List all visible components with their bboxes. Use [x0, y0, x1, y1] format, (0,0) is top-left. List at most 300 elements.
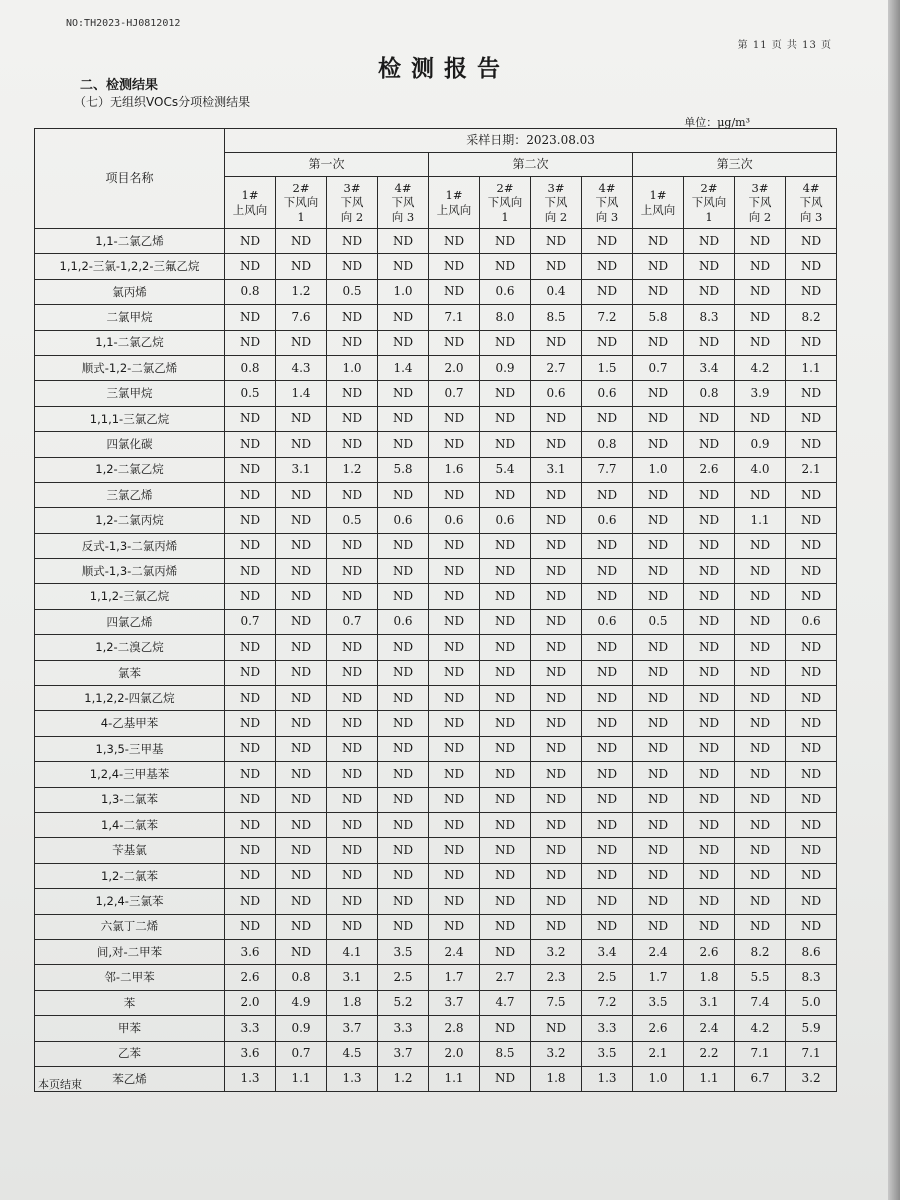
result-cell: 1.3: [327, 1066, 378, 1091]
result-cell: 1.0: [633, 457, 684, 482]
result-cell: 2.4: [684, 1016, 735, 1041]
result-cell: ND: [276, 660, 327, 685]
result-cell: ND: [531, 812, 582, 837]
result-cell: ND: [582, 584, 633, 609]
result-cell: 2.6: [633, 1016, 684, 1041]
result-cell: ND: [276, 432, 327, 457]
result-cell: ND: [531, 559, 582, 584]
result-cell: 2.1: [786, 457, 837, 482]
table-row: [35, 787, 837, 812]
result-cell: ND: [276, 254, 327, 279]
result-cell: 3.4: [684, 355, 735, 380]
result-cell: ND: [429, 787, 480, 812]
result-cell: ND: [633, 838, 684, 863]
result-cell: ND: [633, 381, 684, 406]
result-cell: ND: [276, 838, 327, 863]
result-cell: 0.9: [480, 355, 531, 380]
section-title: 二、检测结果: [80, 78, 159, 93]
result-cell: ND: [633, 533, 684, 558]
result-cell: ND: [786, 660, 837, 685]
result-cell: ND: [480, 711, 531, 736]
result-cell: 5.5: [735, 965, 786, 990]
compound-name: 间,对-二甲苯: [35, 939, 225, 964]
result-cell: ND: [429, 254, 480, 279]
result-cell: 8.5: [480, 1041, 531, 1066]
result-cell: 2.0: [429, 1041, 480, 1066]
result-cell: ND: [531, 482, 582, 507]
result-cell: ND: [429, 736, 480, 761]
voc-results-table: [34, 128, 837, 1092]
result-cell: 3.1: [684, 990, 735, 1015]
point-header: 3# 下风 向 2: [327, 177, 378, 229]
result-cell: ND: [327, 406, 378, 431]
result-cell: 0.6: [480, 279, 531, 304]
result-cell: ND: [633, 660, 684, 685]
result-cell: ND: [531, 406, 582, 431]
result-cell: 0.8: [276, 965, 327, 990]
result-cell: 1.1: [276, 1066, 327, 1091]
result-cell: ND: [429, 279, 480, 304]
result-cell: ND: [786, 508, 837, 533]
result-cell: ND: [378, 432, 429, 457]
result-cell: ND: [633, 686, 684, 711]
result-cell: 1.6: [429, 457, 480, 482]
result-cell: ND: [327, 229, 378, 254]
result-cell: 4.0: [735, 457, 786, 482]
result-cell: 5.0: [786, 990, 837, 1015]
result-cell: ND: [327, 736, 378, 761]
result-cell: ND: [684, 609, 735, 634]
result-cell: 0.7: [429, 381, 480, 406]
result-cell: ND: [378, 559, 429, 584]
result-cell: ND: [429, 812, 480, 837]
item-name-header: 项目名称: [35, 129, 225, 229]
result-cell: ND: [429, 686, 480, 711]
result-cell: ND: [378, 889, 429, 914]
result-cell: 0.6: [531, 381, 582, 406]
result-cell: 3.2: [786, 1066, 837, 1091]
result-cell: ND: [327, 635, 378, 660]
compound-name: 1,2-二氯苯: [35, 863, 225, 888]
result-cell: ND: [327, 762, 378, 787]
result-cell: 7.2: [582, 990, 633, 1015]
result-cell: ND: [225, 559, 276, 584]
result-cell: ND: [276, 559, 327, 584]
result-cell: ND: [480, 660, 531, 685]
result-cell: ND: [735, 686, 786, 711]
result-cell: ND: [429, 863, 480, 888]
result-cell: ND: [786, 762, 837, 787]
result-cell: ND: [429, 838, 480, 863]
result-cell: ND: [225, 254, 276, 279]
result-cell: 2.1: [633, 1041, 684, 1066]
point-header: 1# 上风向: [429, 177, 480, 229]
result-cell: ND: [786, 914, 837, 939]
result-cell: ND: [684, 584, 735, 609]
result-cell: ND: [327, 305, 378, 330]
result-cell: 4.7: [480, 990, 531, 1015]
result-cell: ND: [735, 863, 786, 888]
table-row: [35, 889, 837, 914]
result-cell: 0.6: [786, 609, 837, 634]
result-cell: ND: [531, 330, 582, 355]
result-cell: ND: [582, 635, 633, 660]
result-cell: ND: [633, 330, 684, 355]
point-header: 3# 下风 向 2: [735, 177, 786, 229]
result-cell: ND: [327, 432, 378, 457]
result-cell: 1.2: [327, 457, 378, 482]
result-cell: ND: [480, 762, 531, 787]
result-cell: ND: [633, 559, 684, 584]
round-header: 第二次: [429, 153, 633, 177]
result-cell: 3.7: [429, 990, 480, 1015]
result-cell: ND: [735, 812, 786, 837]
result-cell: ND: [225, 457, 276, 482]
table-row: [35, 939, 837, 964]
result-cell: 8.3: [786, 965, 837, 990]
point-header: 4# 下风 向 3: [378, 177, 429, 229]
result-cell: ND: [633, 508, 684, 533]
result-cell: ND: [786, 559, 837, 584]
result-cell: 2.6: [684, 457, 735, 482]
result-cell: 3.3: [225, 1016, 276, 1041]
result-cell: 3.1: [327, 965, 378, 990]
result-cell: ND: [480, 381, 531, 406]
compound-name: 1,1,1-三氯乙烷: [35, 406, 225, 431]
compound-name: 四氯化碳: [35, 432, 225, 457]
compound-name: 1,3,5-三甲基: [35, 736, 225, 761]
result-cell: 7.2: [582, 305, 633, 330]
result-cell: ND: [480, 254, 531, 279]
result-cell: ND: [429, 914, 480, 939]
result-cell: ND: [633, 254, 684, 279]
table-row: [35, 533, 837, 558]
result-cell: ND: [531, 787, 582, 812]
result-cell: ND: [276, 711, 327, 736]
result-cell: 1.1: [786, 355, 837, 380]
table-body: [35, 229, 837, 1092]
result-cell: ND: [480, 432, 531, 457]
result-cell: ND: [480, 1016, 531, 1041]
result-cell: 3.3: [378, 1016, 429, 1041]
result-cell: ND: [582, 711, 633, 736]
result-cell: ND: [582, 533, 633, 558]
compound-name: 1,1,2-三氯-1,2,2-三氟乙烷: [35, 254, 225, 279]
result-cell: ND: [582, 686, 633, 711]
result-cell: ND: [378, 584, 429, 609]
result-cell: 0.8: [225, 279, 276, 304]
result-cell: 1.7: [429, 965, 480, 990]
result-cell: ND: [684, 330, 735, 355]
result-cell: ND: [582, 736, 633, 761]
result-cell: ND: [531, 863, 582, 888]
result-cell: 5.4: [480, 457, 531, 482]
table-row: [35, 635, 837, 660]
result-cell: ND: [378, 381, 429, 406]
result-cell: 8.0: [480, 305, 531, 330]
result-cell: ND: [276, 635, 327, 660]
result-cell: ND: [480, 787, 531, 812]
result-cell: 0.5: [327, 279, 378, 304]
result-cell: ND: [378, 635, 429, 660]
result-cell: ND: [684, 812, 735, 837]
result-cell: 4.2: [735, 355, 786, 380]
result-cell: 0.8: [582, 432, 633, 457]
result-cell: ND: [327, 330, 378, 355]
result-cell: ND: [225, 330, 276, 355]
report-number: NO:TH2023-HJ0812012: [66, 18, 181, 29]
result-cell: ND: [276, 787, 327, 812]
result-cell: ND: [225, 787, 276, 812]
result-cell: 0.7: [276, 1041, 327, 1066]
result-cell: 3.5: [378, 939, 429, 964]
compound-name: 氯丙烯: [35, 279, 225, 304]
compound-name: 1,2,4-三氯苯: [35, 889, 225, 914]
result-cell: ND: [378, 787, 429, 812]
compound-name: 苯乙烯: [35, 1066, 225, 1091]
result-cell: ND: [735, 406, 786, 431]
compound-name: 四氯乙烯: [35, 609, 225, 634]
result-cell: ND: [633, 787, 684, 812]
table-row: [35, 609, 837, 634]
result-cell: ND: [480, 686, 531, 711]
result-cell: ND: [378, 533, 429, 558]
result-cell: ND: [684, 838, 735, 863]
result-cell: ND: [327, 711, 378, 736]
result-cell: ND: [633, 432, 684, 457]
compound-name: 1,2-二氯乙烷: [35, 457, 225, 482]
result-cell: ND: [531, 508, 582, 533]
result-cell: ND: [633, 482, 684, 507]
result-cell: 0.6: [582, 381, 633, 406]
result-cell: ND: [378, 914, 429, 939]
result-cell: ND: [582, 229, 633, 254]
result-cell: 1.3: [582, 1066, 633, 1091]
sampling-date: 采样日期：2023.08.03: [225, 129, 837, 153]
result-cell: ND: [480, 914, 531, 939]
result-cell: 2.2: [684, 1041, 735, 1066]
result-cell: ND: [327, 838, 378, 863]
result-cell: 7.1: [735, 1041, 786, 1066]
result-cell: 0.9: [276, 1016, 327, 1041]
result-cell: ND: [225, 229, 276, 254]
result-cell: ND: [786, 863, 837, 888]
result-cell: 5.2: [378, 990, 429, 1015]
result-cell: 8.6: [786, 939, 837, 964]
result-cell: 7.4: [735, 990, 786, 1015]
page-end-note: 本页结束: [38, 1078, 82, 1091]
result-cell: 8.5: [531, 305, 582, 330]
unit-label: 单位：μg/m³: [684, 116, 750, 129]
result-cell: ND: [429, 762, 480, 787]
result-cell: ND: [378, 482, 429, 507]
result-cell: ND: [531, 762, 582, 787]
round-header: 第一次: [225, 153, 429, 177]
result-cell: ND: [225, 762, 276, 787]
result-cell: 3.6: [225, 939, 276, 964]
result-cell: ND: [276, 229, 327, 254]
point-header: 2# 下风向 1: [684, 177, 735, 229]
compound-name: 反式-1,3-二氯丙烯: [35, 533, 225, 558]
result-cell: ND: [327, 812, 378, 837]
result-cell: ND: [378, 736, 429, 761]
result-cell: ND: [684, 787, 735, 812]
result-cell: 0.9: [735, 432, 786, 457]
result-cell: 4.1: [327, 939, 378, 964]
table-row: [35, 305, 837, 330]
result-cell: ND: [735, 254, 786, 279]
result-cell: 0.8: [225, 355, 276, 380]
result-cell: 1.2: [378, 1066, 429, 1091]
result-cell: ND: [327, 914, 378, 939]
table-row: [35, 432, 837, 457]
result-cell: ND: [378, 686, 429, 711]
compound-name: 1,3-二氯苯: [35, 787, 225, 812]
result-cell: ND: [582, 914, 633, 939]
result-cell: ND: [786, 432, 837, 457]
result-cell: ND: [429, 889, 480, 914]
result-cell: ND: [531, 914, 582, 939]
result-cell: ND: [225, 736, 276, 761]
compound-name: 二氯甲烷: [35, 305, 225, 330]
result-cell: ND: [225, 482, 276, 507]
table-row: [35, 1016, 837, 1041]
result-cell: 5.9: [786, 1016, 837, 1041]
table-row: [35, 355, 837, 380]
result-cell: 8.3: [684, 305, 735, 330]
result-cell: ND: [480, 609, 531, 634]
result-cell: 1.8: [531, 1066, 582, 1091]
result-cell: 2.4: [429, 939, 480, 964]
result-cell: ND: [378, 660, 429, 685]
table-row: [35, 838, 837, 863]
result-cell: ND: [786, 254, 837, 279]
result-cell: ND: [582, 660, 633, 685]
result-cell: 3.5: [582, 1041, 633, 1066]
result-cell: ND: [531, 660, 582, 685]
result-cell: 0.5: [633, 609, 684, 634]
result-cell: ND: [684, 406, 735, 431]
compound-name: 顺式-1,3-二氯丙烯: [35, 559, 225, 584]
result-cell: ND: [429, 559, 480, 584]
result-cell: 3.3: [582, 1016, 633, 1041]
table-row: [35, 660, 837, 685]
table-row: [35, 279, 837, 304]
result-cell: ND: [378, 812, 429, 837]
result-cell: ND: [735, 584, 786, 609]
result-cell: 7.7: [582, 457, 633, 482]
result-cell: ND: [786, 736, 837, 761]
result-cell: 0.4: [531, 279, 582, 304]
result-cell: ND: [633, 914, 684, 939]
page-number: 第 11 页 共 13 页: [737, 40, 832, 51]
result-cell: ND: [225, 686, 276, 711]
result-cell: ND: [684, 736, 735, 761]
result-cell: ND: [684, 635, 735, 660]
result-cell: ND: [429, 482, 480, 507]
result-cell: ND: [786, 482, 837, 507]
result-cell: ND: [684, 559, 735, 584]
result-cell: ND: [225, 914, 276, 939]
result-cell: ND: [786, 889, 837, 914]
result-cell: ND: [429, 635, 480, 660]
result-cell: ND: [582, 838, 633, 863]
result-cell: ND: [684, 229, 735, 254]
point-header: 4# 下风 向 3: [786, 177, 837, 229]
result-cell: 4.5: [327, 1041, 378, 1066]
result-cell: ND: [684, 889, 735, 914]
result-cell: 3.1: [276, 457, 327, 482]
result-cell: 1.0: [633, 1066, 684, 1091]
result-cell: 3.4: [582, 939, 633, 964]
result-cell: 1.4: [276, 381, 327, 406]
result-cell: ND: [378, 711, 429, 736]
result-cell: 1.5: [582, 355, 633, 380]
result-cell: ND: [735, 330, 786, 355]
result-cell: ND: [480, 330, 531, 355]
point-header: 2# 下风向 1: [276, 177, 327, 229]
subsection-title: （七）无组织VOCs分项检测结果: [74, 95, 251, 109]
result-cell: ND: [225, 812, 276, 837]
result-cell: ND: [684, 762, 735, 787]
result-cell: ND: [786, 584, 837, 609]
result-cell: ND: [531, 889, 582, 914]
result-cell: ND: [582, 889, 633, 914]
table-row: [35, 812, 837, 837]
result-cell: ND: [684, 863, 735, 888]
result-cell: ND: [225, 584, 276, 609]
result-cell: 1.1: [735, 508, 786, 533]
result-cell: ND: [531, 711, 582, 736]
compound-name: 1,2-二氯丙烷: [35, 508, 225, 533]
point-header: 4# 下风 向 3: [582, 177, 633, 229]
result-cell: 1.3: [225, 1066, 276, 1091]
result-cell: ND: [327, 559, 378, 584]
result-cell: ND: [327, 686, 378, 711]
result-cell: ND: [582, 406, 633, 431]
result-cell: 0.7: [327, 609, 378, 634]
result-cell: ND: [786, 381, 837, 406]
result-cell: ND: [429, 660, 480, 685]
result-cell: ND: [327, 889, 378, 914]
compound-name: 氯苯: [35, 660, 225, 685]
result-cell: ND: [786, 229, 837, 254]
result-cell: ND: [582, 863, 633, 888]
result-cell: ND: [276, 533, 327, 558]
result-cell: ND: [735, 787, 786, 812]
result-cell: ND: [735, 711, 786, 736]
result-cell: ND: [786, 812, 837, 837]
result-cell: ND: [735, 660, 786, 685]
document-title: 检测报告: [378, 56, 510, 82]
compound-name: 1,2,4-三甲基苯: [35, 762, 225, 787]
result-cell: ND: [786, 787, 837, 812]
result-cell: ND: [684, 533, 735, 558]
result-cell: ND: [276, 406, 327, 431]
result-cell: 5.8: [633, 305, 684, 330]
result-cell: 3.6: [225, 1041, 276, 1066]
compound-name: 六氯丁二烯: [35, 914, 225, 939]
result-cell: ND: [327, 533, 378, 558]
result-cell: 3.1: [531, 457, 582, 482]
result-cell: ND: [531, 432, 582, 457]
result-cell: ND: [633, 584, 684, 609]
result-cell: ND: [684, 711, 735, 736]
table-row: [35, 584, 837, 609]
result-cell: ND: [786, 711, 837, 736]
result-cell: ND: [429, 584, 480, 609]
result-cell: ND: [684, 914, 735, 939]
